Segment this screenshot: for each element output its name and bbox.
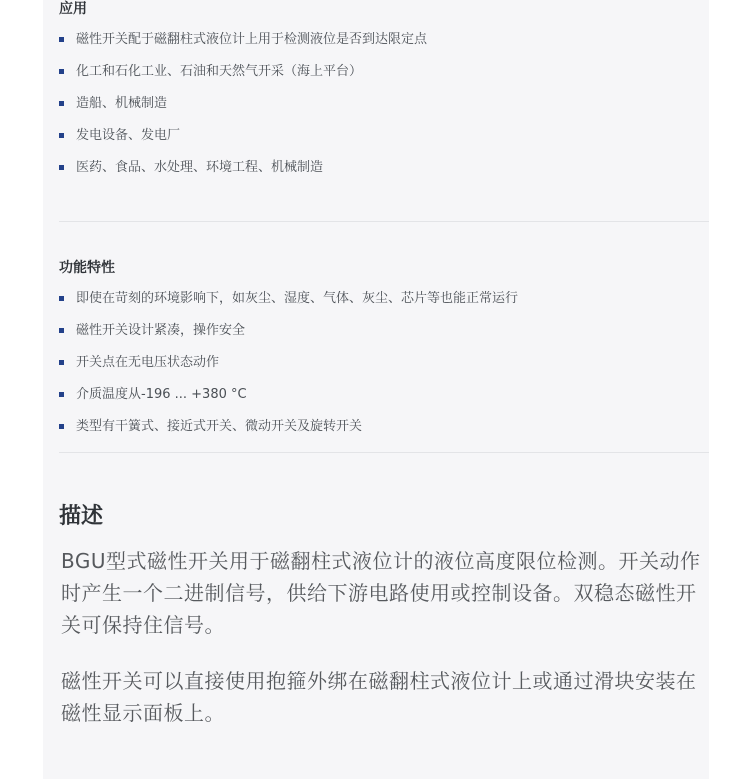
list-item bbox=[59, 63, 709, 95]
list-item-text: 造船、机械制造 bbox=[76, 96, 168, 111]
features-title: 功能特性 bbox=[59, 260, 115, 276]
list-item-text: 磁性开关设计紧凑，操作安全 bbox=[76, 323, 246, 338]
list-item bbox=[59, 354, 709, 386]
bullet-square-icon bbox=[59, 101, 64, 106]
description-title: 描述 bbox=[59, 504, 104, 529]
list-item bbox=[59, 31, 709, 63]
list-item bbox=[59, 159, 709, 191]
list-item bbox=[59, 95, 709, 127]
list-item-text: 开关点在无电压状态动作 bbox=[76, 355, 220, 370]
bullet-square-icon bbox=[59, 133, 64, 138]
bullet-square-icon bbox=[59, 424, 64, 429]
list-item-text: 化工和石化工业、石油和天然气开采（海上平台） bbox=[76, 64, 363, 79]
list-item-text: 类型有干簧式、接近式开关、微动开关及旋转开关 bbox=[76, 419, 363, 434]
bullet-square-icon bbox=[59, 69, 64, 74]
list-item-text: 即使在苛刻的环境影响下，如灰尘、湿度、气体、灰尘、芯片等也能正常运行 bbox=[76, 291, 519, 306]
list-item-text: 磁性开关配于磁翻柱式液位计上用于检测液位是否到达限定点 bbox=[76, 32, 428, 47]
list-item bbox=[59, 418, 709, 450]
bullet-square-icon bbox=[59, 296, 64, 301]
section-divider bbox=[59, 452, 709, 453]
list-item bbox=[59, 386, 709, 418]
list-item-text: 医药、食品、水处理、环境工程、机械制造 bbox=[76, 160, 324, 175]
list-item-text: 发电设备、发电厂 bbox=[76, 128, 181, 143]
bullet-square-icon bbox=[59, 392, 64, 397]
features-list bbox=[59, 290, 709, 450]
list-item bbox=[59, 322, 709, 354]
list-item bbox=[59, 127, 709, 159]
bullet-square-icon bbox=[59, 360, 64, 365]
bullet-square-icon bbox=[59, 165, 64, 170]
bullet-square-icon bbox=[59, 37, 64, 42]
list-item-text: 介质温度从-196 ... +380 °C bbox=[76, 387, 247, 402]
section-divider bbox=[59, 221, 709, 222]
features-section bbox=[59, 259, 709, 450]
application-section bbox=[59, 0, 709, 191]
application-title: 应用 bbox=[59, 1, 87, 17]
description-paragraph: BGU型式磁性开关用于磁翻柱式液位计的液位高度限位检测。开关动作时产生一个二进制信号，供给下游电路使用或控制设备。双稳态磁性开关可保持住信号。 bbox=[61, 549, 701, 637]
list-item bbox=[59, 290, 709, 322]
description-paragraph: 磁性开关可以直接使用抱箍外绑在磁翻柱式液位计上或通过滑块安装在磁性显示面板上。 bbox=[61, 669, 697, 725]
application-list bbox=[59, 31, 709, 191]
bullet-square-icon bbox=[59, 328, 64, 333]
